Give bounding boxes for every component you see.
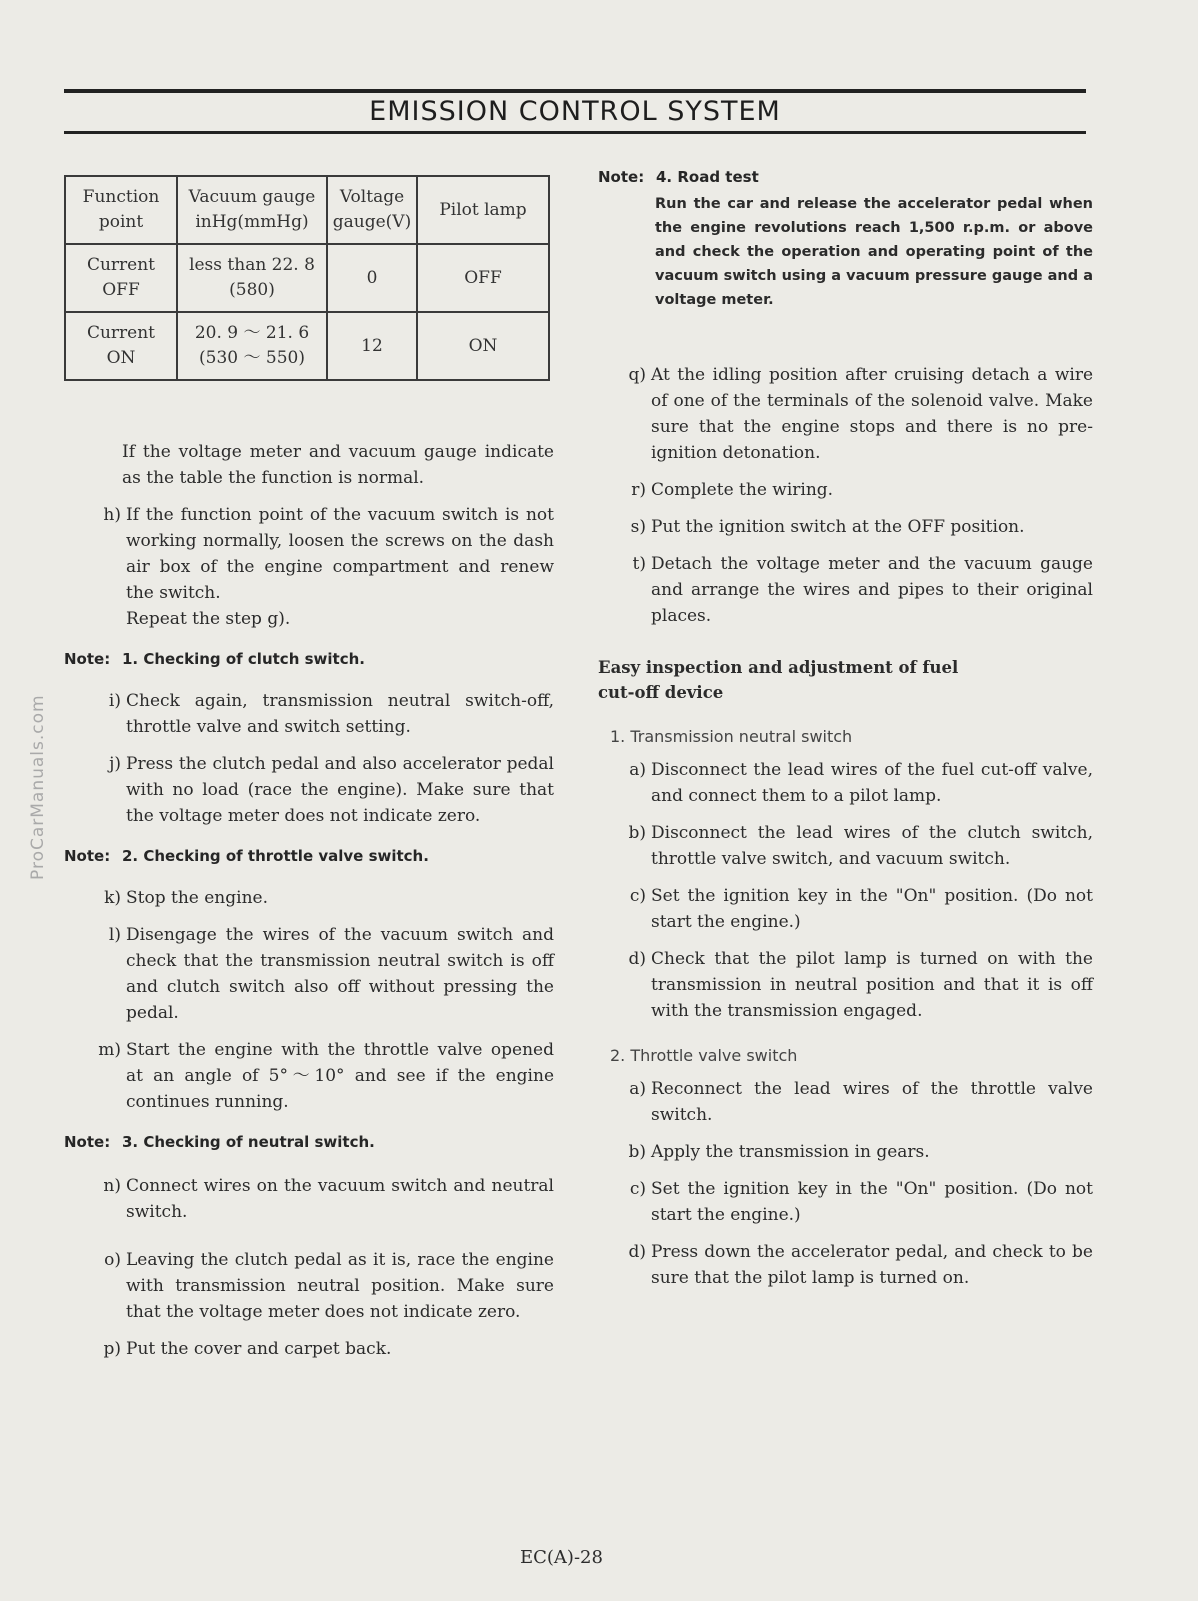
step-label: p) xyxy=(103,1339,121,1359)
step-text: Detach the voltage meter and the vacuum gauge and arrange the wires and pipes to their original places. xyxy=(651,554,1093,626)
step-label: c) xyxy=(629,1179,646,1199)
table-cell: 0 xyxy=(327,244,417,312)
table-cell: Current ON xyxy=(65,312,177,380)
note-key: Note: xyxy=(64,1133,111,1151)
sub2-step-b xyxy=(612,1139,1093,1165)
table-header-cell: Function point xyxy=(65,176,177,244)
step-text: If the function point of the vacuum switch is not working normally, loosen the screws on the dash air box of the engine compartment and renew the switch. xyxy=(126,505,554,603)
table-header-cell: Voltage gauge(V) xyxy=(327,176,417,244)
table-cell: Current OFF xyxy=(65,244,177,312)
note-text: 2. Checking of throttle valve switch. xyxy=(122,847,429,865)
table-header-cell: Pilot lamp xyxy=(417,176,549,244)
step-text: Leaving the clutch pedal as it is, race the engine with transmission neutral position. Make sure that the voltage meter does not indicate zero. xyxy=(126,1250,554,1322)
side-watermark: ProCarManuals.com xyxy=(28,694,48,880)
step-m xyxy=(87,1037,554,1115)
sub2-step-d xyxy=(612,1239,1093,1291)
step-j xyxy=(87,751,554,829)
step-text: Set the ignition key in the "On" position. (Do not start the engine.) xyxy=(651,1179,1093,1225)
step-s xyxy=(612,514,1093,540)
step-label: r) xyxy=(631,480,646,500)
note-neutral-switch xyxy=(64,1133,554,1151)
step-text: Stop the engine. xyxy=(126,888,268,908)
sub2-step-c xyxy=(612,1176,1093,1228)
note-key: Note: xyxy=(64,847,111,865)
step-n xyxy=(87,1173,554,1225)
page-title: EMISSION CONTROL SYSTEM xyxy=(369,96,781,127)
note-clutch-switch xyxy=(64,650,554,668)
step-label: t) xyxy=(632,554,646,574)
sub1-step-a xyxy=(612,757,1093,809)
step-label: q) xyxy=(628,365,646,385)
step-text: Check again, transmission neutral switch-off, throttle valve and switch setting. xyxy=(126,691,554,737)
intro-paragraph: If the voltage meter and vacuum gauge indicate as the table the function is normal. xyxy=(122,442,554,488)
sub2-step-a xyxy=(612,1076,1093,1128)
step-text-wrap xyxy=(126,502,554,632)
step-label: l) xyxy=(108,925,121,945)
section-title: Easy inspection and adjustment of fuel cut-off device xyxy=(598,658,959,702)
table-row xyxy=(65,244,549,312)
table-header-cell: Vacuum gauge inHg(mmHg) xyxy=(177,176,327,244)
step-text: At the idling position after cruising detach a wire of one of the terminals of the solenoid valve. Make sure that the engine stops and there is no pre-ignition detonation. xyxy=(651,365,1093,463)
note-text: 3. Checking of neutral switch. xyxy=(122,1133,375,1151)
step-text: Reconnect the lead wires of the throttle valve switch. xyxy=(651,1079,1093,1125)
step-label: a) xyxy=(629,760,646,780)
step-r xyxy=(612,477,1093,503)
step-label: o) xyxy=(104,1250,121,1270)
step-label: b) xyxy=(628,1142,646,1162)
step-text: Apply the transmission in gears. xyxy=(651,1142,930,1162)
note-road-test xyxy=(598,168,1093,186)
step-k xyxy=(87,885,554,911)
step-l xyxy=(87,922,554,1026)
step-text: Set the ignition key in the "On" position. (Do not start the engine.) xyxy=(651,886,1093,932)
step-text: Connect wires on the vacuum switch and neutral switch. xyxy=(126,1176,554,1222)
subsection-title: 1. Transmission neutral switch xyxy=(610,727,853,746)
step-text: Put the ignition switch at the OFF position. xyxy=(651,517,1025,537)
step-text: Disengage the wires of the vacuum switch and check that the transmission neutral switch is off and clutch switch also off without pressing the pedal. xyxy=(126,925,554,1023)
step-t xyxy=(612,551,1093,629)
note-text: 1. Checking of clutch switch. xyxy=(122,650,365,668)
step-text: Press the clutch pedal and also accelerator pedal with no load (race the engine). Make sure that the voltage meter does not indicate zero. xyxy=(126,754,554,826)
step-text: Repeat the step g). xyxy=(126,609,291,629)
step-label: d) xyxy=(628,949,646,969)
table-row xyxy=(65,312,549,380)
page-number: EC(A)-28 xyxy=(520,1547,603,1568)
table-header-row xyxy=(65,176,549,244)
step-h xyxy=(87,502,554,632)
step-text: Disconnect the lead wires of the fuel cut-off valve, and connect them to a pilot lamp. xyxy=(651,760,1093,806)
step-label: h) xyxy=(103,505,121,525)
table-cell: less than 22. 8 (580) xyxy=(177,244,327,312)
top-rule xyxy=(64,89,1086,93)
table-cell: 12 xyxy=(327,312,417,380)
step-o xyxy=(87,1247,554,1325)
step-label: b) xyxy=(628,823,646,843)
road-test-body: Run the car and release the accelerator pedal when the engine revolutions reach 1,500 r.p.m. or above and check the operation and operating point of the vacuum switch using a vacuum pressure gauge and a voltage meter. xyxy=(655,196,1093,308)
note-key: Note: xyxy=(598,168,645,186)
step-label: a) xyxy=(629,1079,646,1099)
table-cell: ON xyxy=(417,312,549,380)
step-label: s) xyxy=(630,517,646,537)
step-label: c) xyxy=(629,886,646,906)
step-p xyxy=(87,1336,554,1362)
note-key: Note: xyxy=(64,650,111,668)
step-label: n) xyxy=(103,1176,121,1196)
table-cell: OFF xyxy=(417,244,549,312)
note-text: 4. Road test xyxy=(656,168,759,186)
note-throttle-valve-switch xyxy=(64,847,554,865)
step-q xyxy=(612,362,1093,466)
sub1-step-c xyxy=(612,883,1093,935)
step-text: Check that the pilot lamp is turned on with the transmission in neutral position and that it is off with the transmission engaged. xyxy=(651,949,1093,1021)
right-column xyxy=(598,168,1093,1291)
step-text: Put the cover and carpet back. xyxy=(126,1339,392,1359)
step-i xyxy=(87,688,554,740)
step-text: Press down the accelerator pedal, and check to be sure that the pilot lamp is turned on. xyxy=(651,1242,1093,1288)
step-label: j) xyxy=(109,754,121,774)
step-label: i) xyxy=(108,691,121,711)
table-cell: 20. 9 ～ 21. 6 (530 ～ 550) xyxy=(177,312,327,380)
step-text: Complete the wiring. xyxy=(651,480,834,500)
function-point-table xyxy=(64,175,550,381)
left-column xyxy=(64,175,554,1362)
step-text: Disconnect the lead wires of the clutch switch, throttle valve switch, and vacuum switch. xyxy=(651,823,1093,869)
step-label: d) xyxy=(628,1242,646,1262)
subsection-title: 2. Throttle valve switch xyxy=(610,1046,798,1065)
step-label: m) xyxy=(98,1040,121,1060)
sub1-step-d xyxy=(612,946,1093,1024)
step-text: Start the engine with the throttle valve opened at an angle of 5°～10° and see if the engine continues running. xyxy=(126,1040,554,1112)
step-label: k) xyxy=(104,888,121,908)
sub1-step-b xyxy=(612,820,1093,872)
title-underline xyxy=(64,131,1086,134)
